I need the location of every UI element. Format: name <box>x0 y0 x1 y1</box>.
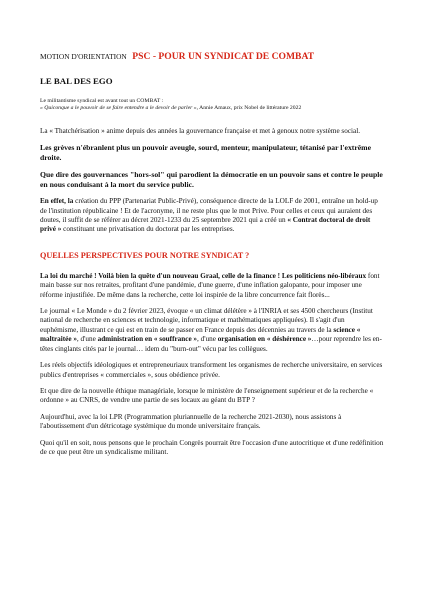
loi-marche-text: font main basse sur nos retraites, profitant d'une pandémie, d'une guerre, d'une inflation galopante, pour imposer une réforme injustifiée. De même dans la recherche, cette loi inspirée de la libre concurrence fait florès... <box>40 271 380 299</box>
le-monde-text-c: , d'une <box>76 335 96 344</box>
paragraph-thatcherisation: La « Thatchérisation » anime depuis des années la gouvernance française et met à genoux notre système social. <box>40 126 360 135</box>
epigraph-italic: « Quiconque a le pouvoir de se faire entendre a le devoir de parler » <box>40 105 197 112</box>
paragraph-lpr: Aujourd'hui, avec la loi LPR (Programmation pluriannuelle de la recherche 2021-2030), nous assistons à l'aboutissement d'un détricotage systémique du monde universitaire français. <box>40 412 342 431</box>
paragraph-gouvernances: Que dire des gouvernances "hors-sol" qui parodient la démocratie en un pouvoir sans et contre le peuple en nous conduisant à la mort du service public. <box>40 170 383 190</box>
ppp-text: création du PPP (Partenariat Public-Privé), conséquence directe de la LOLF de 2001, entraîne un hold-up de l'institution républicaine ! Et de l'acronyme, il ne reste plus que le mot Prive. Pour celles et ceux qui auraient des doutes, il suffit de se référer au décret 2021-1233 du 25 septembre 2021 qui a créé un <box>40 197 378 225</box>
le-monde-text-d: , d'une <box>197 335 216 344</box>
loi-marche-bold: La loi du marché ! Voilà bien la quête d'un nouveau Graal, celle de la finance ! Les politiciens néo-libéraux <box>40 271 367 280</box>
le-monde-bold-organisation: organisation en « déshérence » <box>217 335 312 344</box>
paragraph-greves: Les grèves n'ébranlent plus un pouvoir aveugle, sourd, menteur, manipulateur, tétanisé par l'extrême droite. <box>40 143 371 163</box>
epigraph <box>40 98 384 113</box>
paragraph-ethique: Et que dire de la nouvelle éthique managériale, lorsque le ministère de l'enseignement supérieur et de la recherche « ordonne » au CNRS, de vendre une partie de ses locaux au géant du BTP ? <box>40 386 374 405</box>
le-monde-text-e: …pour reprendre les en-têtes cinglants cités par le journal… idem du "burn-out" vécu par les collègues. <box>40 335 382 353</box>
le-monde-bold-admin: administration en « souffrance » <box>97 335 198 344</box>
epigraph-line: Le militantisme syndical est avant tout un COMBAT : <box>40 98 164 104</box>
le-monde-text-a: Le journal « Le Monde » du 2 février 2023, évoque « un climat délétère » à l'INRIA et ses 4500 chercheurs (Institut national de recherche en sciences et technologie, informatique et mathématiques appliquées). Il s'agit d'un euphémisme, illustrant ce qui est en train de se passer en France depuis des décennies au travers de la <box>40 307 373 334</box>
le-monde-bold-science: science « maltraitée » <box>40 325 361 344</box>
ppp-bold-lead: En effet, la <box>40 197 74 206</box>
paragraph-congres: Quoi qu'il en soit, nous pensons que le prochain Congrès pourrait être l'occasion d'une autocritique et d'une redéfinition de ce que peut être un syndicalisme militant. <box>40 438 384 456</box>
motion-header <box>40 52 384 62</box>
epigraph-quote <box>40 105 384 112</box>
paragraph-loi-marche <box>40 272 384 300</box>
ppp-bold-contract: « Contrat doctoral de droit privé » <box>40 216 371 234</box>
paragraph-ppp <box>40 197 384 235</box>
section-title: QUELLES PERSPECTIVES POUR NOTRE SYNDICAT ? <box>40 250 250 260</box>
paragraph-le-monde <box>40 307 384 354</box>
epigraph-attribution: , Annie Amaux, prix Nobel de littérature 2022 <box>196 105 302 112</box>
subtitle: LE BAL DES EGO <box>40 76 113 86</box>
ppp-end: constituant une privatisation du doctorat par les entreprises. <box>63 225 235 234</box>
motion-title: PSC - POUR UN SYNDICAT DE COMBAT <box>132 51 315 62</box>
paragraph-objectifs: Les réels objectifs idéologiques et entrepreneuriaux transforment les organismes de recherche universitaire, en services publics d'entreprises « commerciales », sous obédience privée. <box>40 361 383 379</box>
motion-label: MOTION D'ORIENTATION <box>40 52 127 61</box>
